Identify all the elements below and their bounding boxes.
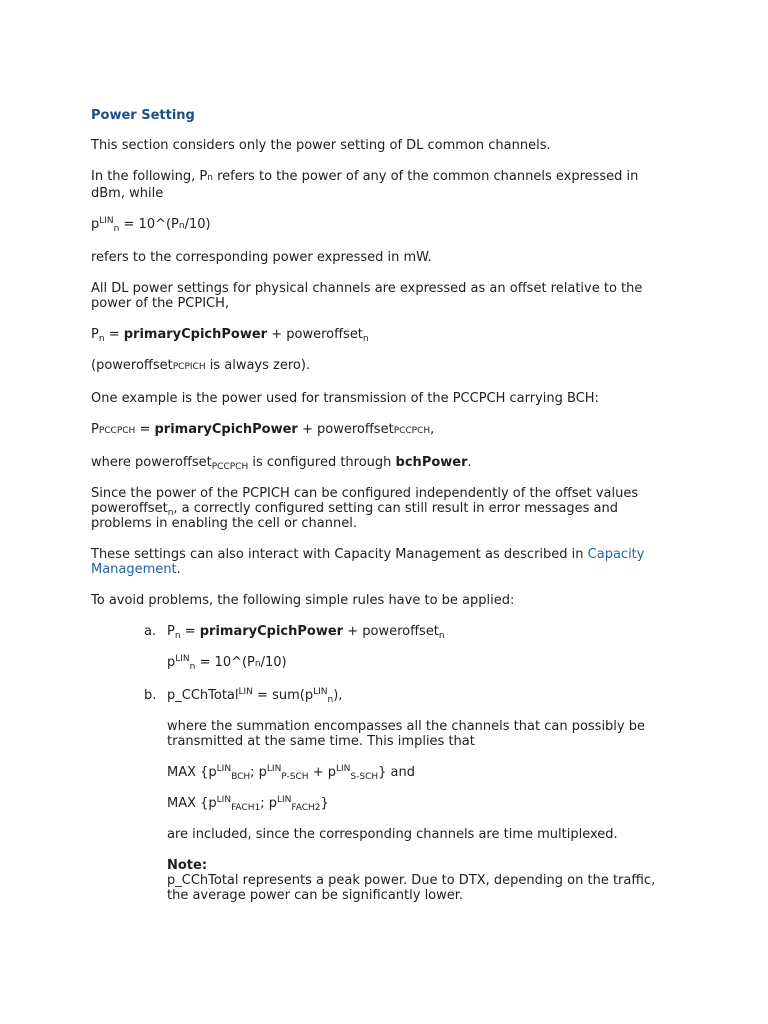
section-heading: Power Setting [91, 108, 195, 123]
mw-paragraph: refers to the corresponding power expressed in mW. [91, 250, 432, 265]
list-item-a-formula: $p^{LIN}_n$ = 10^(Pn/10) [167, 654, 287, 672]
list-marker-a: a. [144, 624, 157, 639]
note-block [91, 858, 671, 903]
summation-paragraph: where the summation encompasses all the channels that can possibly be transmitted at the same time. This implies that [167, 719, 645, 749]
max-formula-1: MAX {$p^{LIN}_{BCH}$; $p^{LIN}_{P-SCH} + p^{LIN}_{S-SCH}$} and [167, 764, 416, 782]
intro-paragraph: This section considers only the power setting of DL common channels. [91, 138, 551, 153]
note-text: p_CChTotal represents a peak power. Due to DTX, depending on the traffic, the average power can be significantly lower. [167, 873, 656, 903]
following-paragraph: In the following, Pn refers to the power of any of the common channels expressed in dBm, while [91, 169, 639, 201]
example-paragraph: One example is the power used for transmission of the PCCPCH carrying BCH: [91, 391, 599, 406]
multiplexed-paragraph: are included, since the corresponding channels are time multiplexed. [167, 827, 618, 842]
offset-paragraph: All DL power settings for physical channels are expressed as an offset relative to the power of the PCPICH, [91, 281, 643, 311]
rules-intro-paragraph: To avoid problems, the following simple rules have to be applied: [91, 593, 515, 608]
list-marker-b: b. [144, 688, 157, 703]
formula-pccpch: PPCCPCH = primaryCpichPower + poweroffsetPCCPCH, [91, 422, 435, 437]
formula-pn: $P_n$ = primaryCpichPower + poweroffset$_n$ [91, 327, 369, 344]
note-label: Note: [167, 858, 208, 873]
formula-plin: $p^{LIN}_n$ = 10^(Pn/10) [91, 216, 211, 234]
document-content [91, 108, 671, 903]
capacity-management-link[interactable]: Capacity Management [91, 547, 645, 577]
zero-offset-paragraph: (poweroffsetPCPICH is always zero). [91, 358, 311, 373]
capacity-paragraph: These settings can also interact with Capacity Management as described in Capacity Management. [91, 547, 645, 577]
list-item-a: a. $P_n$ = primaryCpichPower + poweroffset$_n$ [144, 624, 445, 641]
list-item-b: b. p_CChTotal$^{LIN}$ = $sum(p^{LIN}_n)$, [144, 687, 343, 705]
rules-list [91, 624, 671, 903]
since-paragraph: Since the power of the PCPICH can be configured independently of the offset values poweroffset$_n$, a correctly configured setting can still result in error messages and problems in enabling the cell or channel. [91, 486, 639, 531]
max-formula-2: MAX {$p^{LIN}_{FACH1}$; $p^{LIN}_{FACH2}$} [167, 795, 329, 813]
configured-paragraph: where poweroffset$_{PCCPCH}$ is configured through bchPower. [91, 455, 472, 472]
